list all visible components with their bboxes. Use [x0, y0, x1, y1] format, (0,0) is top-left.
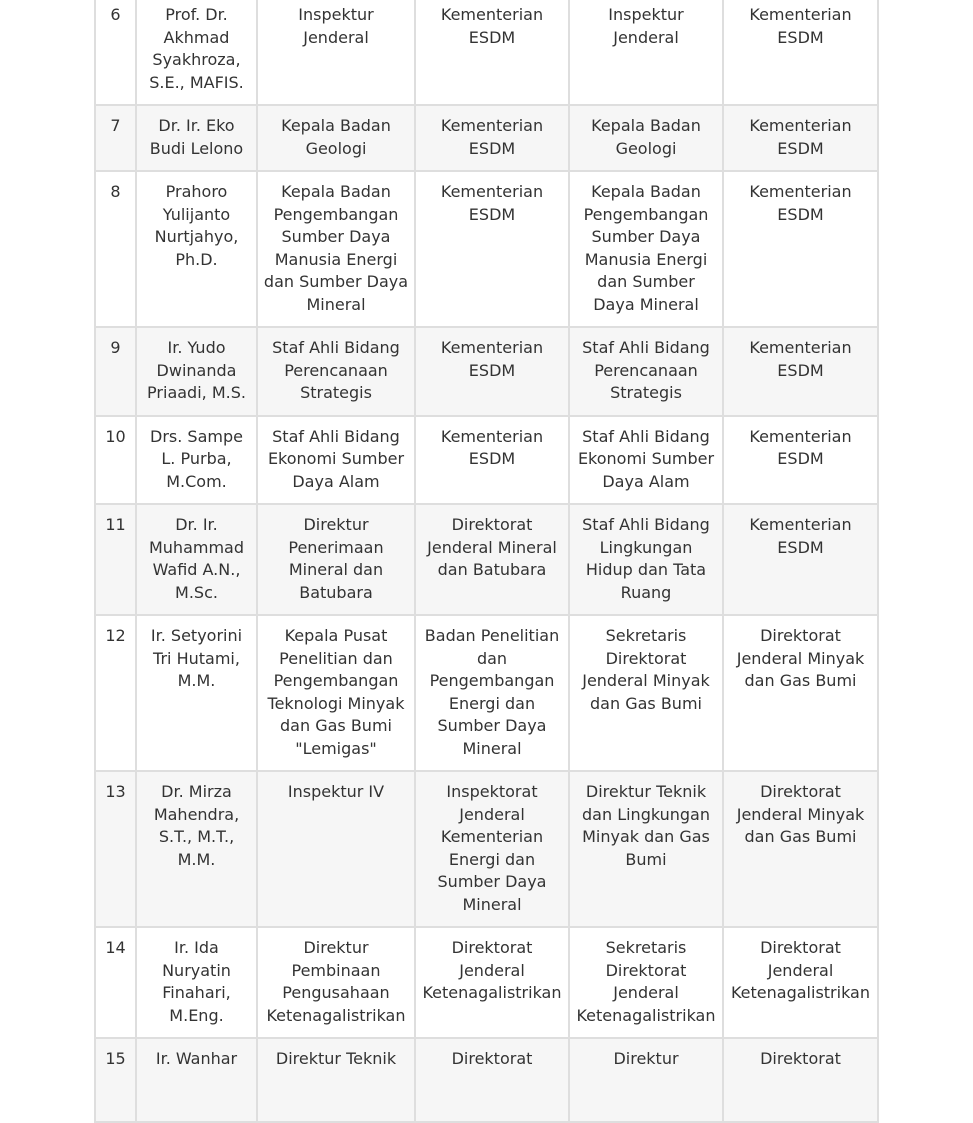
official-name: Ir. Ida Nuryatin Finahari, M.Eng. — [136, 927, 257, 1038]
new-unit: Direktorat Jenderal Ketenagalistrikan — [723, 927, 878, 1038]
previous-unit: Direktorat Jenderal Ketenagalistrikan — [415, 927, 569, 1038]
previous-position: Inspektur Jenderal — [257, 0, 415, 105]
new-unit: Kementerian ESDM — [723, 327, 878, 416]
official-name: Dr. Ir. Eko Budi Lelono — [136, 105, 257, 171]
previous-position: Direktur Penerimaan Mineral dan Batubara — [257, 504, 415, 615]
previous-unit: Kementerian ESDM — [415, 171, 569, 327]
previous-unit: Inspektorat Jenderal Kementerian Energi dan Sumber Daya Mineral — [415, 771, 569, 927]
new-unit: Direktorat Jenderal Minyak dan Gas Bumi — [723, 771, 878, 927]
row-number: 13 — [95, 771, 136, 927]
table-row — [95, 171, 878, 327]
row-number: 8 — [95, 171, 136, 327]
official-name: Prahoro Yulijanto Nurtjahyo, Ph.D. — [136, 171, 257, 327]
new-unit: Kementerian ESDM — [723, 171, 878, 327]
previous-position: Direktur Pembinaan Pengusahaan Ketenagalistrikan — [257, 927, 415, 1038]
row-number: 15 — [95, 1038, 136, 1122]
table-row — [95, 615, 878, 771]
previous-unit: Kementerian ESDM — [415, 327, 569, 416]
new-position: Staf Ahli Bidang Lingkungan Hidup dan Tata Ruang — [569, 504, 723, 615]
new-position: Staf Ahli Bidang Ekonomi Sumber Daya Alam — [569, 416, 723, 505]
new-position: Kepala Badan Pengembangan Sumber Daya Manusia Energi dan Sumber Daya Mineral — [569, 171, 723, 327]
previous-unit: Kementerian ESDM — [415, 416, 569, 505]
table-row — [95, 327, 878, 416]
new-position: Direktur — [569, 1038, 723, 1122]
previous-unit: Direktorat — [415, 1038, 569, 1122]
previous-position: Kepala Pusat Penelitian dan Pengembangan Teknologi Minyak dan Gas Bumi "Lemigas" — [257, 615, 415, 771]
row-number: 11 — [95, 504, 136, 615]
official-name: Ir. Yudo Dwinanda Priaadi, M.S. — [136, 327, 257, 416]
new-position: Sekretaris Direktorat Jenderal Minyak dan Gas Bumi — [569, 615, 723, 771]
row-number: 9 — [95, 327, 136, 416]
new-unit: Kementerian ESDM — [723, 0, 878, 105]
official-name: Dr. Ir. Muhammad Wafid A.N., M.Sc. — [136, 504, 257, 615]
official-name: Prof. Dr. Akhmad Syakhroza, S.E., MAFIS. — [136, 0, 257, 105]
new-position: Sekretaris Direktorat Jenderal Ketenagalistrikan — [569, 927, 723, 1038]
official-name: Ir. Setyorini Tri Hutami, M.M. — [136, 615, 257, 771]
previous-position: Staf Ahli Bidang Perencanaan Strategis — [257, 327, 415, 416]
table-row — [95, 416, 878, 505]
row-number: 10 — [95, 416, 136, 505]
officials-table — [94, 0, 879, 1123]
official-name: Drs. Sampe L. Purba, M.Com. — [136, 416, 257, 505]
row-number: 14 — [95, 927, 136, 1038]
row-number: 7 — [95, 105, 136, 171]
new-unit: Kementerian ESDM — [723, 504, 878, 615]
row-number: 12 — [95, 615, 136, 771]
previous-position: Kepala Badan Geologi — [257, 105, 415, 171]
table-row — [95, 771, 878, 927]
previous-position: Direktur Teknik — [257, 1038, 415, 1122]
previous-unit: Direktorat Jenderal Mineral dan Batubara — [415, 504, 569, 615]
previous-unit: Badan Penelitian dan Pengembangan Energi dan Sumber Daya Mineral — [415, 615, 569, 771]
new-position: Kepala Badan Geologi — [569, 105, 723, 171]
previous-position: Inspektur IV — [257, 771, 415, 927]
table-row — [95, 927, 878, 1038]
table-row — [95, 1038, 878, 1122]
new-position: Inspektur Jenderal — [569, 0, 723, 105]
new-unit: Direktorat — [723, 1038, 878, 1122]
previous-unit: Kementerian ESDM — [415, 0, 569, 105]
official-name: Ir. Wanhar — [136, 1038, 257, 1122]
table-row — [95, 105, 878, 171]
new-unit: Direktorat Jenderal Minyak dan Gas Bumi — [723, 615, 878, 771]
row-number: 6 — [95, 0, 136, 105]
previous-unit: Kementerian ESDM — [415, 105, 569, 171]
table-row — [95, 504, 878, 615]
previous-position: Kepala Badan Pengembangan Sumber Daya Manusia Energi dan Sumber Daya Mineral — [257, 171, 415, 327]
new-unit: Kementerian ESDM — [723, 105, 878, 171]
official-name: Dr. Mirza Mahendra, S.T., M.T., M.M. — [136, 771, 257, 927]
new-position: Staf Ahli Bidang Perencanaan Strategis — [569, 327, 723, 416]
previous-position: Staf Ahli Bidang Ekonomi Sumber Daya Alam — [257, 416, 415, 505]
officials-table-container — [94, 0, 877, 1123]
table-row — [95, 0, 878, 105]
new-position: Direktur Teknik dan Lingkungan Minyak dan Gas Bumi — [569, 771, 723, 927]
new-unit: Kementerian ESDM — [723, 416, 878, 505]
